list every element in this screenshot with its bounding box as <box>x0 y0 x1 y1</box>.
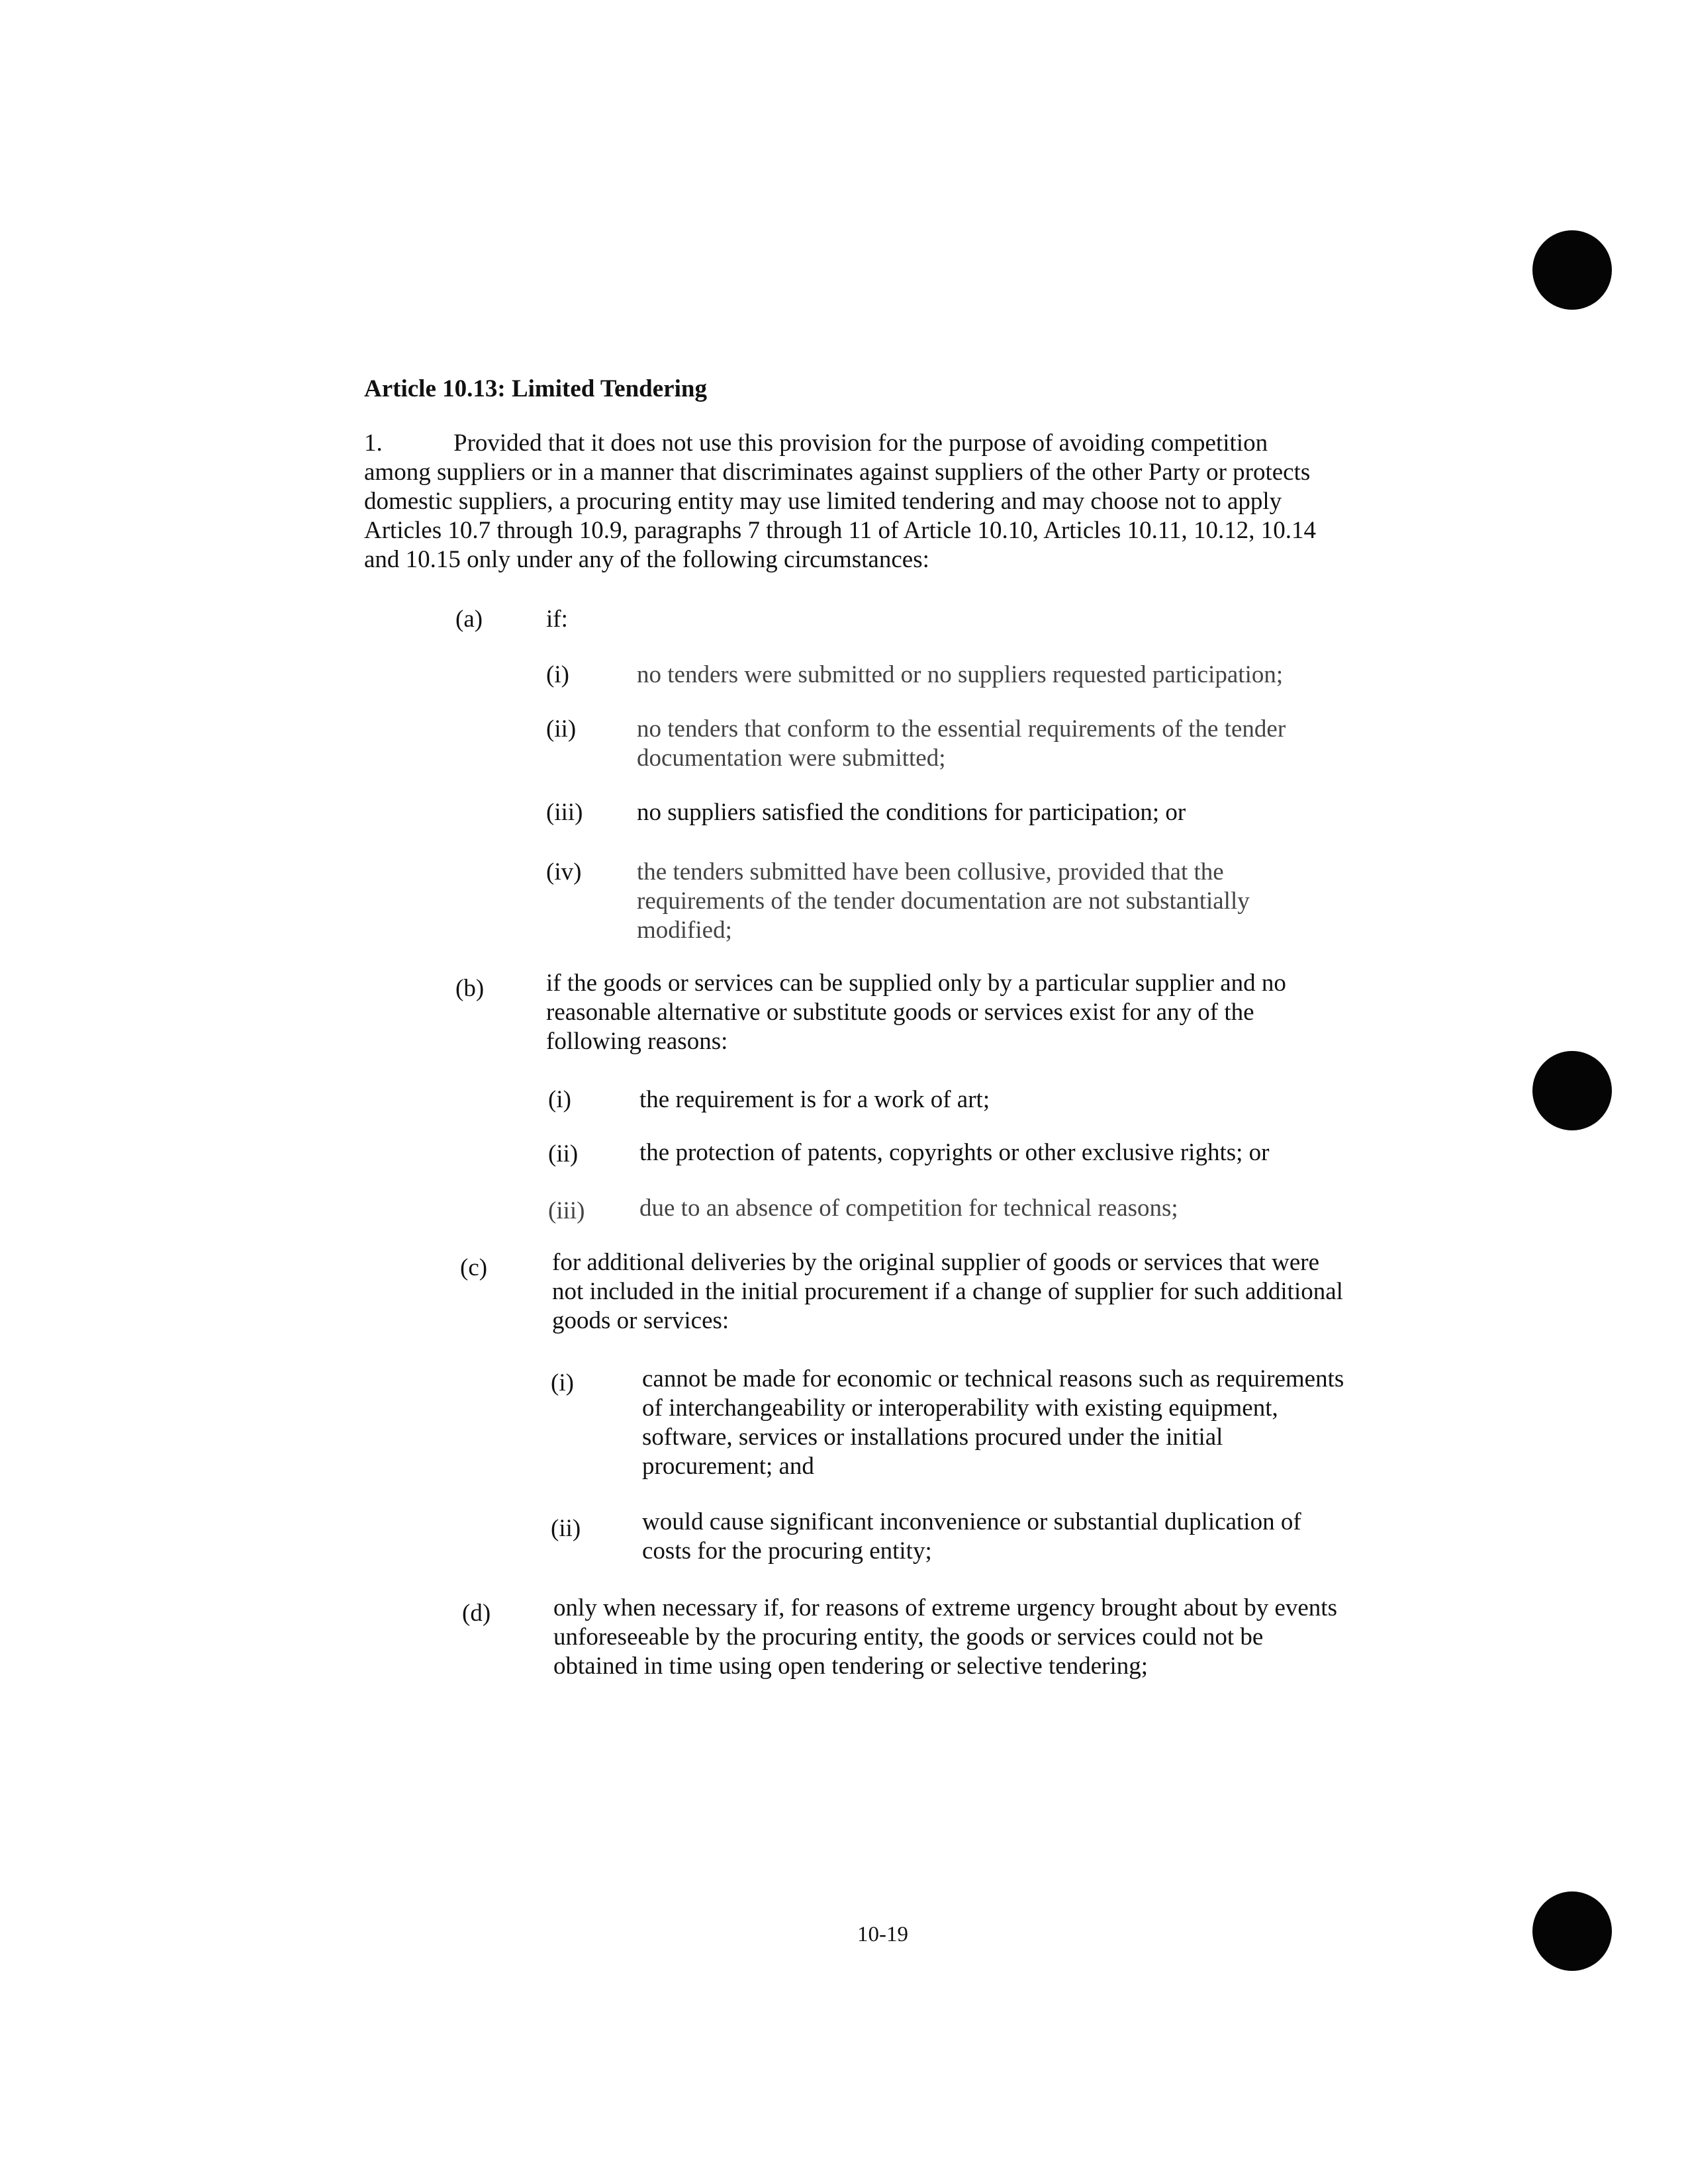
item-c-i-text: cannot be made for economic or technical reasons such as requirements of interchangeability or interoperability with existing equipment, software, services or installations procured under the initial procurement; and <box>642 1365 1344 1480</box>
punch-hole-bottom <box>1532 1891 1612 1971</box>
item-d-label: (d) <box>462 1600 491 1627</box>
item-b-iii-text: due to an absence of competition for technical reasons; <box>639 1195 1178 1222</box>
paragraph-1-line-5: and 10.15 only under any of the following circumstances: <box>364 546 929 573</box>
paragraph-1-line-2: among suppliers or in a manner that discriminates against suppliers of the other Party or protects <box>364 459 1311 486</box>
item-a-iv-text: the tenders submitted have been collusive, provided that the requirements of the tender documentation are not substantially modified; <box>637 858 1250 944</box>
page-number: 10-19 <box>857 1923 908 1946</box>
item-a-ii-text: no tenders that conform to the essential requirements of the tender documentation were submitted; <box>637 715 1286 772</box>
paragraph-1-line-1: 1. Provided that it does not use this provision for the purpose of avoiding competition <box>364 430 1268 457</box>
item-c-ii-text: would cause significant inconvenience or substantial duplication of costs for the procuring entity; <box>642 1508 1301 1565</box>
paragraph-1-line-4: Articles 10.7 through 10.9, paragraphs 7 through 11 of Article 10.10, Articles 10.11, 10.12, 10.14 <box>364 517 1316 544</box>
item-a-iii-text: no suppliers satisfied the conditions for participation; or <box>637 799 1186 826</box>
item-a-iv-label: (iv) <box>546 858 582 886</box>
item-a-i-text: no tenders were submitted or no suppliers requested participation; <box>637 661 1284 688</box>
item-b-iii-label: (iii) <box>548 1197 585 1224</box>
item-b-ii-label: (ii) <box>548 1140 579 1167</box>
item-c-label: (c) <box>460 1254 488 1281</box>
item-a-label: (a) <box>455 606 483 633</box>
item-b-i-text: the requirement is for a work of art; <box>639 1086 990 1113</box>
item-c-text: for additional deliveries by the original supplier of goods or services that were not included in the initial procurement if a change of supplier for such additional goods or services: <box>552 1249 1343 1334</box>
item-a-i-label: (i) <box>546 661 569 688</box>
item-a-ii-label: (ii) <box>546 715 577 743</box>
article-heading: Article 10.13: Limited Tendering <box>364 375 707 402</box>
paragraph-1 <box>364 429 1377 574</box>
punch-hole-middle <box>1532 1051 1612 1130</box>
item-b-ii-text: the protection of patents, copyrights or other exclusive rights; or <box>639 1139 1270 1166</box>
item-d-text: only when necessary if, for reasons of extreme urgency brought about by events unforeseeable by the procuring entity, the goods or services could not be obtained in time using open tendering or selective tendering; <box>553 1594 1337 1680</box>
item-b-i-label: (i) <box>548 1086 571 1113</box>
punch-hole-top <box>1532 230 1612 310</box>
item-a-iii-label: (iii) <box>546 799 583 826</box>
item-b-label: (b) <box>455 975 485 1002</box>
item-c-ii-label: (ii) <box>551 1515 581 1542</box>
item-c-i-label: (i) <box>551 1369 574 1396</box>
item-a-text: if: <box>546 606 568 633</box>
item-b-text: if the goods or services can be supplied only by a particular supplier and no reasonable alternative or substitute goods or services exist for any of the following reasons: <box>546 970 1286 1055</box>
paragraph-1-line-3: domestic suppliers, a procuring entity may use limited tendering and may choose not to apply <box>364 488 1282 515</box>
paragraph-number: 1. <box>364 430 383 457</box>
